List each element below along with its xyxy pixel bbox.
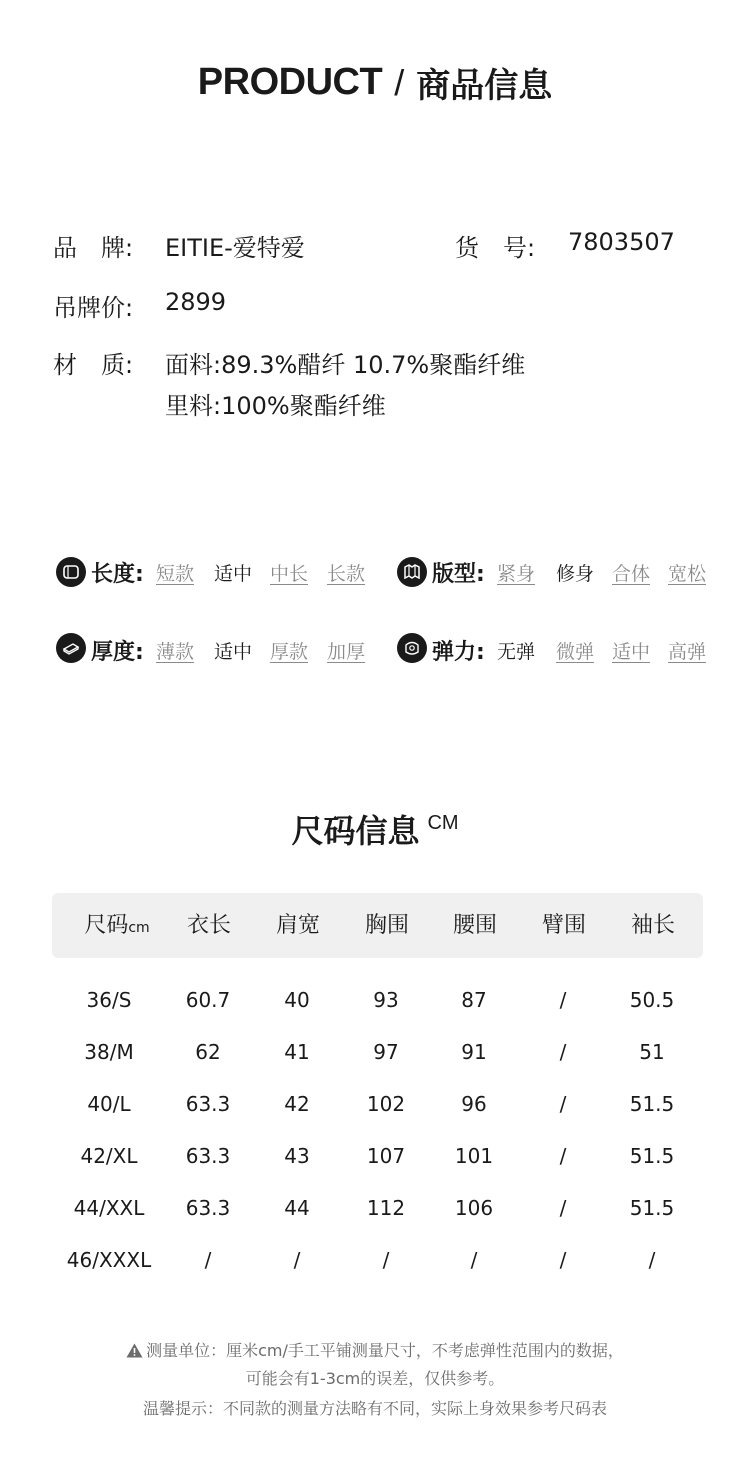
elasticity-option-slight: 微弹 — [556, 641, 595, 663]
sku-label: 货 号: — [455, 234, 536, 262]
material-lining: 里料:100%聚酯纤维 — [165, 392, 386, 420]
cell-waist: 96 — [461, 1092, 487, 1116]
cell-sleeve: 51.5 — [629, 1196, 675, 1220]
title-cn: 商品信息 — [416, 66, 553, 106]
thickness-option-thick: 厚款 — [270, 641, 309, 663]
cell-waist: 106 — [454, 1196, 494, 1220]
thickness-option-thin: 薄款 — [156, 641, 195, 663]
cell-arm: / — [559, 1196, 567, 1220]
title-en: PRODUCT — [197, 61, 383, 103]
header-size: 尺码cm — [84, 913, 150, 938]
cell-length: 60.7 — [185, 988, 231, 1012]
brand-value: EITIE-爱特爱 — [165, 234, 305, 262]
header-sleeve: 袖长 — [630, 913, 676, 938]
header-chest: 胸围 — [364, 913, 410, 938]
cell-length: 63.3 — [185, 1144, 231, 1168]
cell-arm: / — [559, 1092, 567, 1116]
cell-size: 46/XXXL — [66, 1248, 152, 1272]
material-label: 材 质: — [53, 351, 134, 379]
material-outer: 面料:89.3%醋纤 10.7%聚酯纤维 — [165, 351, 526, 379]
thickness-label: 厚度: — [91, 640, 144, 665]
cell-chest: / — [382, 1248, 390, 1272]
size-title-text: 尺码信息 — [291, 812, 420, 850]
header-arm: 臂围 — [541, 913, 587, 938]
cell-shoulder: 40 — [284, 988, 310, 1012]
thickness-option-medium: 适中 — [214, 641, 253, 663]
cell-chest: 102 — [366, 1092, 406, 1116]
cell-size: 40/L — [87, 1092, 131, 1116]
elasticity-option-none: 无弹 — [497, 641, 536, 663]
cell-waist: 91 — [461, 1040, 487, 1064]
fit-label: 版型: — [432, 562, 485, 587]
cell-arm: / — [559, 1040, 567, 1064]
length-option-medium: 适中 — [214, 563, 253, 585]
length-option-short: 短款 — [156, 563, 195, 585]
sku-value: 7803507 — [568, 228, 675, 256]
cell-chest: 93 — [373, 988, 399, 1012]
price-label: 吊牌价: — [53, 294, 134, 322]
cell-length: 63.3 — [185, 1092, 231, 1116]
elasticity-option-high: 高弹 — [668, 641, 707, 663]
warning-icon — [126, 1343, 143, 1358]
size-table-header — [52, 893, 703, 958]
cell-size: 42/XL — [80, 1144, 138, 1168]
cell-size: 36/S — [86, 988, 132, 1012]
length-label: 长度: — [91, 562, 144, 587]
cell-shoulder: 44 — [284, 1196, 310, 1220]
length-icon — [56, 557, 86, 587]
fit-option-slim: 修身 — [556, 563, 595, 585]
thickness-icon — [56, 633, 86, 663]
cell-arm: / — [559, 988, 567, 1012]
cell-arm: / — [559, 1144, 567, 1168]
title-separator: / — [394, 61, 405, 103]
note-line-2: 可能会有1-3cm的误差，仅供参考。 — [245, 1369, 505, 1388]
cell-length: 63.3 — [185, 1196, 231, 1220]
header-shoulder: 肩宽 — [275, 913, 321, 938]
cell-size: 38/M — [84, 1040, 134, 1064]
price-value: 2899 — [165, 288, 227, 316]
cell-shoulder: / — [293, 1248, 301, 1272]
cell-chest: 97 — [373, 1040, 399, 1064]
header-length: 衣长 — [186, 913, 232, 938]
cell-sleeve: 51.5 — [629, 1092, 675, 1116]
cell-sleeve: 50.5 — [629, 988, 675, 1012]
note-line-1: 测量单位：厘米cm/手工平铺测量尺寸，不考虑弹性范围内的数据， — [0, 1338, 750, 1361]
cell-waist: 87 — [461, 988, 487, 1012]
cell-waist: / — [470, 1248, 478, 1272]
thickness-option-extra-thick: 加厚 — [327, 641, 366, 663]
cell-arm: / — [559, 1248, 567, 1272]
cell-length: 62 — [195, 1040, 221, 1064]
length-option-long: 长款 — [327, 563, 366, 585]
fit-option-loose: 宽松 — [668, 563, 707, 585]
note-line-3: 温馨提示：不同款的测量方法略有不同，实际上身效果参考尺码表 — [142, 1399, 607, 1418]
elasticity-label: 弹力: — [432, 640, 485, 665]
cell-sleeve: / — [648, 1248, 656, 1272]
cell-shoulder: 43 — [284, 1144, 310, 1168]
cell-sleeve: 51.5 — [629, 1144, 675, 1168]
page-title — [0, 58, 750, 107]
cell-sleeve: 51 — [639, 1040, 665, 1064]
brand-label: 品 牌: — [53, 234, 134, 262]
cell-shoulder: 42 — [284, 1092, 310, 1116]
size-section-title — [0, 806, 750, 852]
cell-chest: 112 — [366, 1196, 406, 1220]
fit-option-tight: 紧身 — [497, 563, 536, 585]
elasticity-icon — [397, 633, 427, 663]
header-waist: 腰围 — [452, 913, 498, 938]
cell-chest: 107 — [366, 1144, 406, 1168]
fit-option-regular: 合体 — [612, 563, 651, 585]
elasticity-option-medium: 适中 — [612, 641, 651, 663]
cell-waist: 101 — [454, 1144, 494, 1168]
cell-length: / — [204, 1248, 212, 1272]
cell-shoulder: 41 — [284, 1040, 310, 1064]
cell-size: 44/XXL — [73, 1196, 145, 1220]
length-option-midlong: 中长 — [270, 563, 309, 585]
size-title-unit: CM — [427, 811, 459, 834]
fit-icon — [397, 557, 427, 587]
